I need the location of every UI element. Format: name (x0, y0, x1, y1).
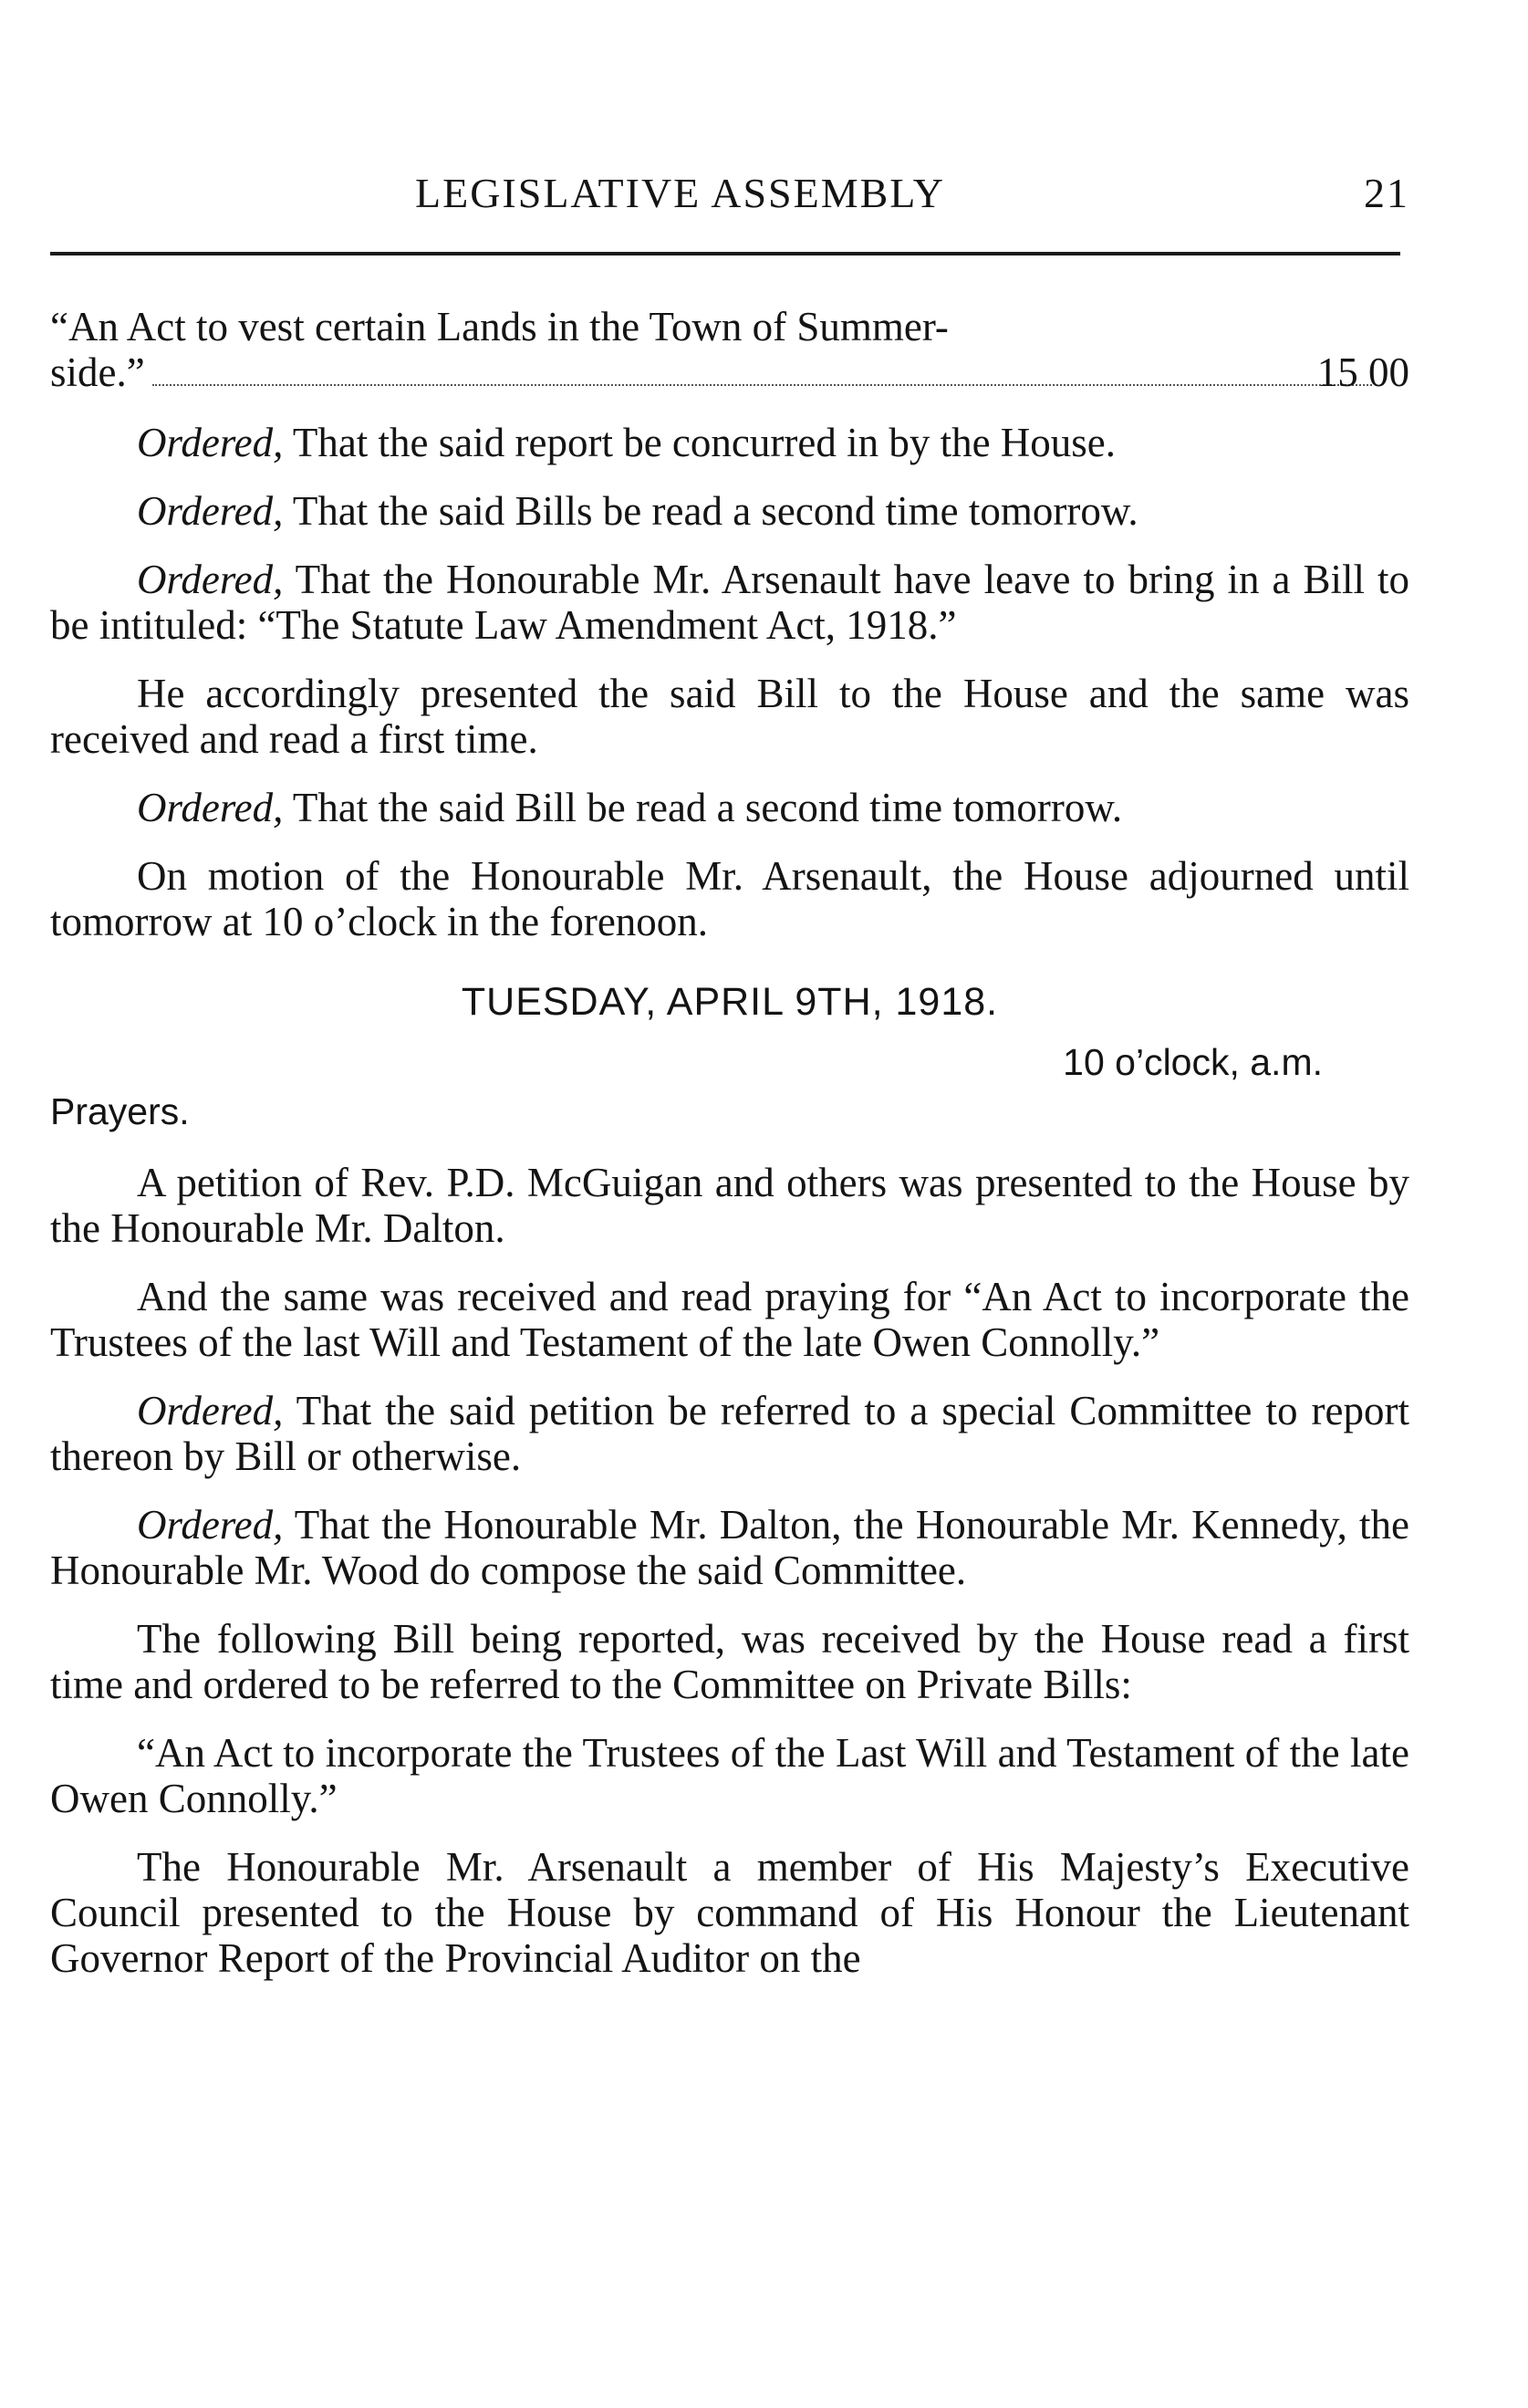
paragraph-text: The Honourable Mr. Arsenault a member of His Majesty’s Executive Council presented to the House by command of His Honour the Lieutenant Governor Report of the Provincial Auditor on the (50, 1844, 1409, 1981)
bill-entry-line (50, 349, 1409, 397)
document-body (50, 304, 1409, 2004)
paragraph (50, 1502, 1409, 1593)
paragraph (50, 853, 1409, 944)
paragraph-lead: Ordered, (137, 557, 284, 602)
dot-leader (152, 384, 1372, 386)
paragraph-text: On motion of the Honourable Mr. Arsenault, the House adjourned until tomorrow at 10 o’clock in the forenoon. (50, 853, 1409, 944)
paragraph (50, 488, 1409, 534)
paragraph-text: The following Bill being reported, was received by the House read a first time and ordered to be referred to the Committee on Private Bills: (50, 1616, 1409, 1707)
bill-entry (50, 304, 1409, 397)
sitting-time: 10 o’clock, a.m. (1063, 1041, 1323, 1083)
page-number: 21 (1364, 170, 1409, 216)
paragraph (50, 557, 1409, 648)
paragraph-text: That the Honourable Mr. Dalton, the Honourable Mr. Kennedy, the Honourable Mr. Wood do compose the said Committee. (50, 1502, 1409, 1593)
paragraph (50, 1844, 1409, 1981)
bill-entry-title: “An Act to vest certain Lands in the Town of Summer- (50, 304, 949, 349)
header-title: LEGISLATIVE ASSEMBLY (415, 170, 946, 216)
paragraph-lead: Ordered, (137, 1388, 284, 1433)
paragraph-lead: Ordered, (137, 785, 284, 830)
header-rule (50, 252, 1400, 255)
bill-entry-cont: side.” (50, 349, 145, 395)
paragraph-lead: Ordered, (137, 1502, 284, 1548)
paragraph (50, 1730, 1409, 1821)
bill-entry-amount: 15 00 (1316, 349, 1409, 395)
paragraph (50, 671, 1409, 762)
paragraph-lead: Ordered, (137, 420, 284, 465)
paragraph-text: “An Act to incorporate the Trustees of the Last Will and Testament of the late Owen Connolly.” (50, 1730, 1409, 1821)
paragraph (50, 1274, 1409, 1365)
prayers-heading: Prayers. (50, 1090, 190, 1132)
paragraph (50, 1160, 1409, 1251)
paragraph-text: That the said petition be referred to a special Committee to report thereon by Bill or otherwise. (50, 1388, 1409, 1479)
paragraph-lead: Ordered, (137, 488, 284, 534)
paragraph-text: That the said Bill be read a second time tomorrow. (283, 785, 1123, 830)
paragraph-text: He accordingly presented the said Bill to the House and the same was received and read a first time. (50, 671, 1409, 762)
paragraph (50, 1388, 1409, 1479)
paragraph (50, 420, 1409, 465)
paragraph (50, 1616, 1409, 1707)
date-heading: TUESDAY, APRIL 9TH, 1918. (461, 980, 999, 1024)
paragraph-text: That the said report be concurred in by the House. (283, 420, 1117, 465)
paragraph (50, 785, 1409, 830)
paragraph-text: And the same was received and read praying for “An Act to incorporate the Trustees of the last Will and Testament of the late Owen Connolly.” (50, 1274, 1409, 1365)
paragraph-text: A petition of Rev. P.D. McGuigan and others was presented to the House by the Honourable Mr. Dalton. (50, 1160, 1409, 1251)
paragraph-text: That the said Bills be read a second time tomorrow. (283, 488, 1138, 534)
paragraph-text: That the Honourable Mr. Arsenault have leave to bring in a Bill to be intituled: “The Statute Law Amendment Act, 1918.” (50, 557, 1409, 648)
